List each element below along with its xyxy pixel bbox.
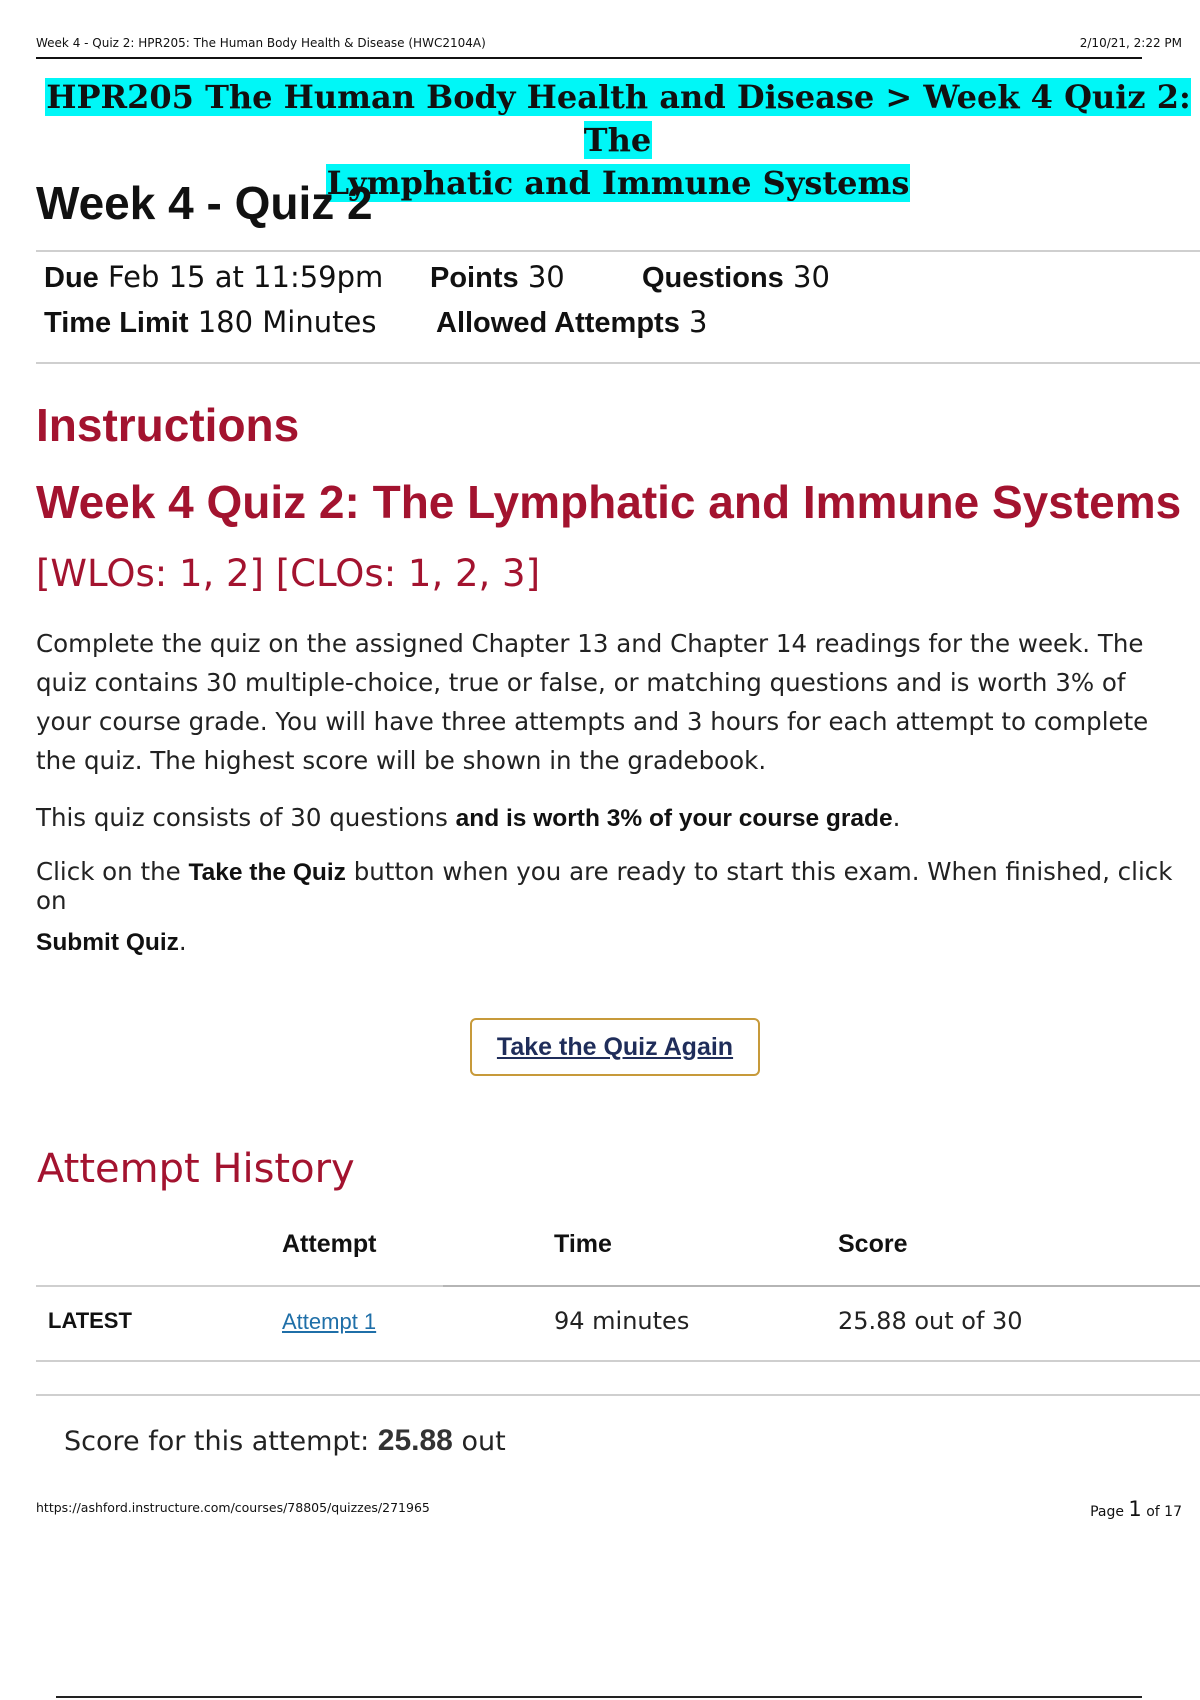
- instructions-heading: Instructions: [36, 399, 300, 451]
- instructions-paragraph-3-end: [36, 928, 1186, 957]
- attempt-time: 94 minutes: [554, 1307, 690, 1335]
- questions: [642, 260, 830, 295]
- time-limit-value: 180 Minutes: [197, 305, 377, 339]
- para3-text-a: Click on the: [36, 857, 189, 886]
- column-header-time: Time: [554, 1230, 612, 1258]
- questions-value: 30: [793, 260, 830, 294]
- divider-top: [36, 250, 1200, 252]
- column-header-score: Score: [838, 1230, 908, 1258]
- divider-details: [36, 362, 1200, 364]
- points-label: Points: [430, 262, 519, 294]
- attempt-score: 25.88 out of 30: [838, 1307, 1023, 1335]
- time-limit: [44, 305, 376, 340]
- points: [430, 260, 565, 295]
- page-label: Page: [1090, 1504, 1129, 1520]
- bottom-rule: [56, 1696, 1142, 1698]
- due-value: Feb 15 at 11:59pm: [108, 260, 384, 294]
- para3-take-quiz: Take the Quiz: [188, 859, 346, 886]
- table-row-rule: [36, 1360, 1200, 1362]
- latest-badge: LATEST: [48, 1308, 132, 1333]
- page-title: Week 4 - Quiz 2: [36, 177, 373, 229]
- score-summary-value: 25.88: [377, 1424, 453, 1457]
- attempt-history-heading: Attempt History: [37, 1146, 355, 1192]
- para2-period: .: [892, 803, 901, 832]
- instructions-paragraph-1: Complete the quiz on the assigned Chapter 13 and Chapter 14 readings for the week. The quiz contains 30 multiple-choice, true or false, or matching questions and is worth 3% of your course grade. You will have three attempts and 3 hours for each attempt to complete the quiz. The highest score will be shown in the gradebook.: [36, 629, 1149, 775]
- page-number: 1: [1128, 1497, 1142, 1521]
- para3-period: .: [178, 927, 187, 956]
- breadcrumb-line-2: Lymphatic and Immune Systems: [326, 164, 910, 202]
- section-rule: [36, 1394, 1200, 1396]
- points-value: 30: [527, 260, 565, 294]
- column-header-attempt: Attempt: [282, 1230, 377, 1258]
- breadcrumb-line-1: HPR205 The Human Body Health and Disease > Week 4 Quiz 2: The: [46, 78, 1191, 159]
- due-label: Due: [44, 262, 99, 294]
- instructions-paragraph-3: [36, 858, 1186, 915]
- score-summary: [64, 1424, 506, 1458]
- para2-emphasis: and is worth 3% of your course grade: [455, 805, 893, 832]
- allowed-attempts: [436, 305, 708, 340]
- take-quiz-again-button[interactable]: Take the Quiz Again: [470, 1018, 760, 1076]
- page-indicator: [1090, 1497, 1182, 1521]
- score-summary-label: Score for this attempt:: [64, 1426, 378, 1457]
- score-summary-suffix: out: [452, 1426, 506, 1457]
- learning-objectives: [WLOs: 1, 2] [CLOs: 1, 2, 3]: [36, 552, 541, 595]
- print-header-timestamp: 2/10/21, 2:22 PM: [1079, 36, 1182, 50]
- due-date: [44, 260, 383, 295]
- para3-text-b: button when you are ready to start this exam. When finished, click on: [36, 857, 1173, 915]
- page-total: of 17: [1141, 1504, 1182, 1520]
- instructions-paragraph-2: [36, 798, 1186, 838]
- questions-label: Questions: [642, 262, 784, 294]
- print-header-divider: [36, 57, 1142, 59]
- attempt-1-link[interactable]: Attempt 1: [282, 1309, 377, 1334]
- allowed-attempts-label: Allowed Attempts: [436, 307, 680, 339]
- print-header-title: Week 4 - Quiz 2: HPR205: The Human Body Health & Disease (HWC2104A): [36, 36, 486, 50]
- time-limit-label: Time Limit: [44, 307, 189, 339]
- footer-url: https://ashford.instructure.com/courses/78805/quizzes/271965: [36, 1500, 430, 1515]
- instructions-subheading: Week 4 Quiz 2: The Lymphatic and Immune Systems: [36, 476, 1182, 528]
- allowed-attempts-value: 3: [689, 305, 708, 339]
- para3-submit-quiz: Submit Quiz: [36, 929, 179, 956]
- para2-text: This quiz consists of 30 questions: [36, 803, 456, 832]
